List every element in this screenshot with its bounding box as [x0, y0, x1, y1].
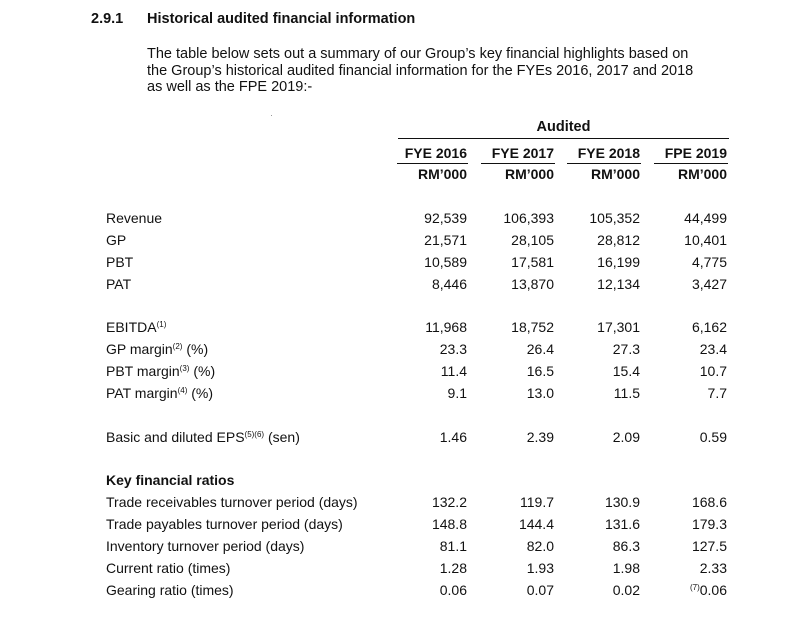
col-header-fye2017: FYE 2017	[491, 145, 554, 161]
row-label-revenue: Revenue	[106, 210, 163, 226]
col-underline	[567, 163, 641, 164]
table-cell: 1.98	[612, 560, 640, 576]
audited-underline	[398, 138, 729, 139]
row-label-current-ratio: Current ratio (times)	[106, 560, 231, 576]
row-label-inventory: Inventory turnover period (days)	[106, 538, 305, 554]
intro-line: the Group’s historical audited financial information for the FYEs 2016, 2017 and 2018	[147, 62, 694, 79]
table-cell: 130.9	[604, 494, 640, 510]
table-cell: 86.3	[612, 538, 640, 554]
col-header-fye2018: FYE 2018	[577, 145, 640, 161]
row-label-pat: PAT	[106, 276, 132, 292]
row-label-gp: GP	[106, 232, 127, 248]
table-cell: 132.2	[431, 494, 467, 510]
table-cell: 23.3	[439, 341, 467, 357]
table-cell: 23.4	[699, 341, 727, 357]
footnote-ref: (3)	[179, 364, 190, 373]
table-cell: 106,393	[503, 210, 554, 226]
table-cell: 10.7	[699, 363, 727, 379]
section-number: 2.9.1	[91, 11, 124, 27]
footnote-ref: (2)	[172, 342, 183, 351]
row-label-gp-margin	[106, 341, 208, 357]
table-cell: 9.1	[447, 385, 467, 401]
row-label-pbt-margin	[106, 363, 215, 379]
table-cell: 81.1	[439, 538, 467, 554]
table-cell: 13,870	[511, 276, 554, 292]
table-cell	[690, 582, 727, 598]
row-label-trade-receivables: Trade receivables turnover period (days)	[106, 494, 358, 510]
col-underline	[481, 163, 555, 164]
table-cell: 82.0	[526, 538, 554, 554]
table-cell: 2.39	[526, 429, 554, 445]
table-cell: 13.0	[526, 385, 554, 401]
table-cell: 15.4	[612, 363, 640, 379]
table-cell: 27.3	[612, 341, 640, 357]
table-cell: 127.5	[691, 538, 727, 554]
table-cell: 11.4	[440, 363, 467, 379]
row-label-gearing: Gearing ratio (times)	[106, 582, 234, 598]
table-cell: 18,752	[511, 319, 554, 335]
col-underline	[397, 163, 468, 164]
table-cell: 131.6	[604, 516, 640, 532]
table-cell: 17,301	[597, 319, 640, 335]
footnote-ref: (5)(6)	[244, 430, 265, 439]
table-cell: 10,401	[684, 232, 727, 248]
table-cell: 28,105	[511, 232, 554, 248]
table-cell: 168.6	[691, 494, 727, 510]
intro-paragraph	[147, 46, 747, 96]
table-cell: 2.09	[612, 429, 640, 445]
col-unit: RM’000	[677, 166, 727, 182]
table-cell: 0.07	[526, 582, 554, 598]
section-title: Historical audited financial information	[147, 11, 416, 27]
table-cell: 11.5	[613, 385, 640, 401]
table-cell: 4,775	[691, 254, 727, 270]
table-cell: 3,427	[691, 276, 727, 292]
table-cell: 119.7	[520, 494, 554, 510]
col-underline	[654, 163, 728, 164]
label-suffix: (%)	[182, 341, 209, 357]
intro-line: The table below sets out a summary of our Group’s key financial highlights based on	[147, 46, 689, 62]
table-cell: 12,134	[597, 276, 640, 292]
label-text: Basic and diluted EPS	[106, 429, 245, 445]
table-cell: 16,199	[597, 254, 640, 270]
row-label-pat-margin	[106, 385, 213, 401]
table-cell: 1.46	[439, 429, 467, 445]
row-label-pbt: PBT	[106, 254, 134, 270]
table-cell: 16.5	[526, 363, 554, 379]
footnote-ref: (7)	[689, 583, 700, 592]
table-cell: 21,571	[424, 232, 467, 248]
table-cell: 0.59	[699, 429, 727, 445]
table-cell: 1.93	[526, 560, 554, 576]
table-cell: 1.28	[439, 560, 467, 576]
col-unit: RM’000	[417, 166, 467, 182]
table-cell: 28,812	[597, 232, 640, 248]
label-text: GP margin	[106, 341, 173, 357]
row-label-eps	[106, 429, 300, 445]
table-cell: 17,581	[511, 254, 554, 270]
label-suffix: (sen)	[264, 429, 300, 445]
row-label-ebitda	[106, 319, 166, 335]
table-cell: 6,162	[691, 319, 727, 335]
table-cell: 144.4	[518, 516, 554, 532]
col-unit: RM’000	[590, 166, 640, 182]
label-suffix: (%)	[189, 363, 216, 379]
table-cell: 11,968	[425, 319, 467, 335]
col-header-fye2016: FYE 2016	[404, 145, 467, 161]
label-suffix: (%)	[187, 385, 214, 401]
table-cell: 26.4	[526, 341, 554, 357]
table-cell: 179.3	[691, 516, 727, 532]
footnote-ref: (1)	[156, 320, 167, 329]
footnote-ref: (4)	[177, 386, 188, 395]
label-text: PAT margin	[106, 385, 178, 401]
stray-dot	[271, 115, 272, 116]
col-unit: RM’000	[504, 166, 554, 182]
table-cell: 148.8	[431, 516, 467, 532]
table-cell: 105,352	[589, 210, 640, 226]
table-cell: 44,499	[684, 210, 727, 226]
table-cell: 8,446	[431, 276, 467, 292]
table-cell: 10,589	[424, 254, 467, 270]
table-cell: 0.02	[612, 582, 640, 598]
intro-line: as well as the FPE 2019:-	[147, 79, 313, 95]
table-cell: 0.06	[439, 582, 467, 598]
table-cell: 7.7	[707, 385, 727, 401]
ratios-heading: Key financial ratios	[106, 472, 235, 488]
row-label-trade-payables: Trade payables turnover period (days)	[106, 516, 343, 532]
table-cell: 92,539	[424, 210, 467, 226]
label-text: PBT margin	[106, 363, 180, 379]
label-text: EBITDA	[106, 319, 157, 335]
col-header-fpe2019: FPE 2019	[664, 145, 727, 161]
cell-value: 0.06	[699, 582, 727, 598]
audited-group-header: Audited	[536, 119, 591, 135]
table-cell: 2.33	[699, 560, 727, 576]
